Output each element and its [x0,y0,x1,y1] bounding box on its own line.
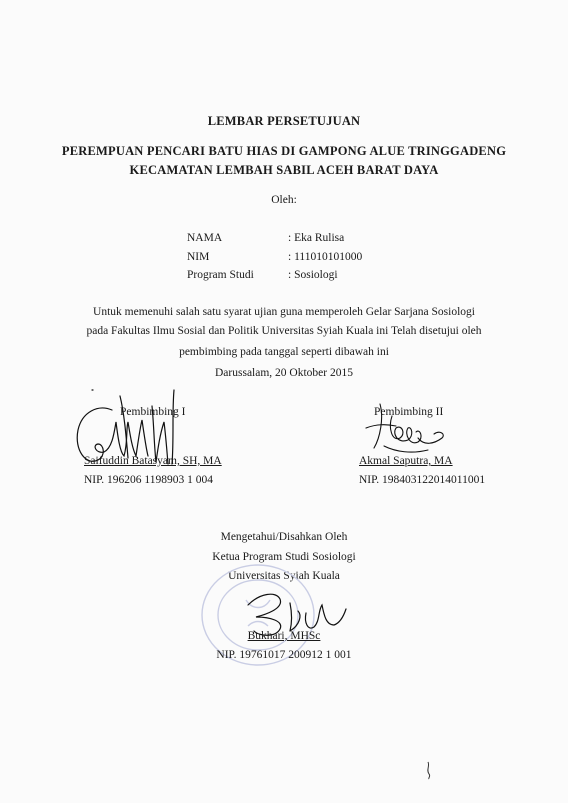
supervisor1-signature [68,382,178,482]
supervisor1-role: Pembimbing I [120,406,186,418]
thesis-title-line1: PEREMPUAN PENCARI BATU HIAS DI GAMPONG ALUE TRINGGADENG [61,144,507,158]
supervisor1-nip: NIP. 196206 1198903 1 004 [84,474,213,486]
supervisor2-role: Pembimbing II [374,406,444,418]
approval-line2: Ketua Program Studi Sosiologi [212,551,356,563]
identity-value-name: : Eka Rulisa [288,232,345,244]
identity-value-program: : Sosiologi [288,269,338,281]
identity-label-program: Program Studi [187,269,254,281]
statement-line1: Untuk memenuhi salah satu syarat ujian guna memperoleh Gelar Sarjana Sosiologi [93,306,475,318]
supervisor2-name: Akmal Saputra, MA [359,455,453,467]
supervisor1-name: Saifuddin Batasyam, SH, MA [84,455,222,467]
scan-mark [424,760,434,780]
supervisor2-signature [362,398,452,468]
identity-label-name: NAMA [187,232,223,244]
approval-line1: Mengetahui/Disahkan Oleh [220,531,348,543]
statement-line3: pembimbing pada tanggal seperti dibawah ini [179,346,389,358]
by-label: Oleh: [271,194,297,206]
identity-value-nim: : 111010101000 [288,251,363,263]
identity-label-nim: NIM [187,251,210,263]
thesis-title-line2: KECAMATAN LEMBAH SABIL ACEH BARAT DAYA [129,163,439,177]
page-heading: LEMBAR PERSETUJUAN [207,114,361,128]
approval-line3: Universitas Syiah Kuala [228,570,340,582]
approval-name: Bukhari, MHSc [247,630,321,642]
supervisor2-nip: NIP. 198403122014011001 [359,474,486,486]
approval-nip: NIP. 19761017 200912 1 001 [216,649,352,661]
statement-line2: pada Fakultas Ilmu Sosial dan Politik Universitas Syiah Kuala ini Telah disetujui oleh [86,325,482,337]
place-date: Darussalam, 20 Oktober 2015 [215,367,353,379]
